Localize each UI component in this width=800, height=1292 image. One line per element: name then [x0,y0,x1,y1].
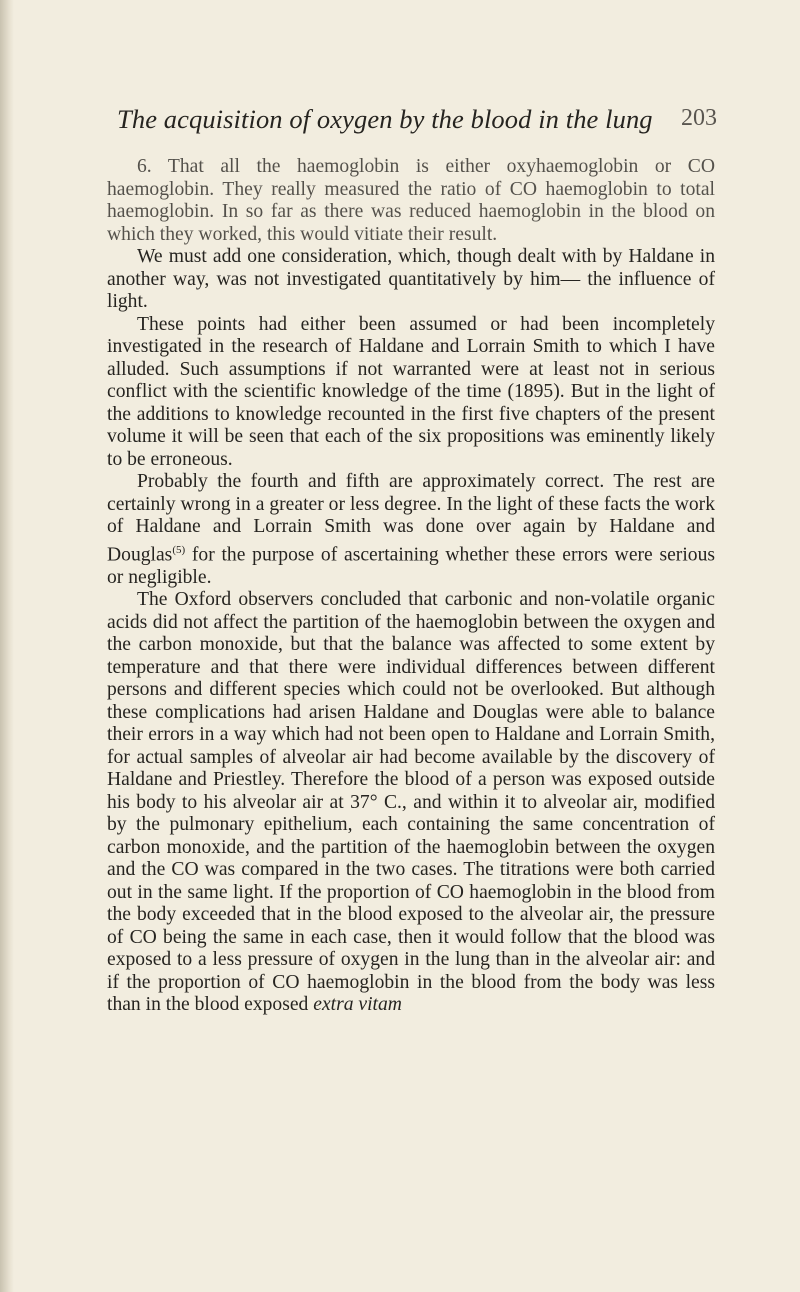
running-title: The acquisition of oxygen by the blood in the lung [117,104,653,134]
paragraph-text: The Oxford observers concluded that carbonic and non-volatile organic acids did not affect the partition of the haemoglobin between the oxygen and the carbon monoxide, but that the balance was affected to some extent by temperature and that there were individual differences between different persons and different species which could not be overlooked. But although these complications had arisen Haldane and Douglas were able to balance their errors in a way which had not been open to Haldane and Lorrain Smith, for actual samples of alveolar air had become available by the discovery of Haldane and Priestley. Therefore the blood of a person was exposed outside his body to his alveolar air at 37° C., and within it to alveolar air, modified by the pulmonary epithelium, each containing the same concentration of carbon monoxide, and the partition of the haemoglobin between the oxygen and the CO was compared in the two cases. The titrations were both carried out in the same light. If the proportion of CO haemoglobin in the blood from the body exceeded that in the blood exposed to the alveolar air, the pressure of CO being the same in each case, then it would follow that the blood was exposed to a less pressure of oxygen in the lung than in the alveolar air: and if the proportion of CO haemoglobin in the blood from the body was less than in the blood exposed [107,589,715,1016]
page-header [117,104,717,144]
page-body [107,156,715,1017]
paragraph-haldane-douglas [107,471,715,589]
italic-phrase: extra vitam [313,994,402,1016]
paragraph-incomplete-investigation: These points had either been assumed or had been incompletely investigated in the research of Haldane and Lorrain Smith to which I have alluded. Such assumptions if not warranted were at least not in serious conflict with the scientific knowledge of the time (1895). But in the light of the additions to knowledge recounted in the first five chapters of the present volume it will be seen that each of the six propositions was eminently likely to be erroneous. [107,313,715,470]
paragraph-text: for the purpose of ascertaining whether these errors were serious or negligible. [107,544,715,588]
paragraph-text: Probably the fourth and fifth are approximately correct. The rest are certainly wrong in a greater or less degree. In the light of these facts the work of Haldane and Lorrain Smith was done over again by Haldane and Douglas [107,471,715,566]
paragraph-oxford-observers [107,589,715,1017]
paragraph-influence-of-light: We must add one consideration, which, though dealt with by Haldane in another way, was not investigated quantitatively by him— the influence of light. [107,246,715,312]
reference-marker: (5) [172,543,186,556]
page-gutter-shadow [0,0,14,1292]
page-number: 203 [681,105,717,131]
paragraph-assumption-6: 6. That all the haemoglobin is either oxyhaemoglobin or CO haemoglobin. They really measured the ratio of CO haemoglobin to total haemoglobin. In so far as there was reduced haemoglobin in the blood on which they worked, this would vitiate their result. [107,156,715,245]
